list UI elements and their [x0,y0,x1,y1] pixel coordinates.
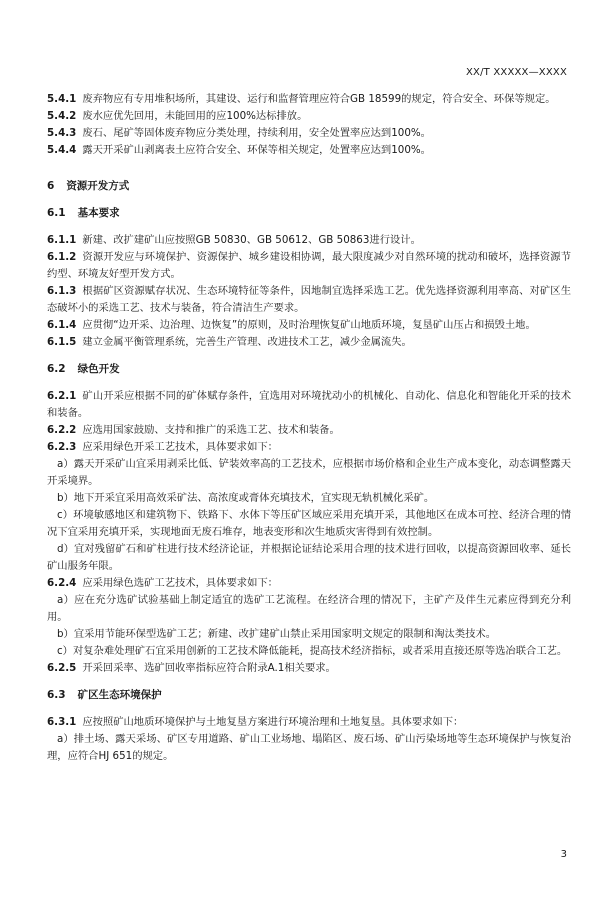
section-number: 6.1 [47,207,66,219]
clause-paragraph [47,575,571,592]
section-number: 6.3 [47,689,66,701]
clause-paragraph [47,422,571,439]
clause-number: 6.1.2 [47,251,77,263]
section-title: 资源开发方式 [66,180,130,192]
clause-paragraph [47,283,571,317]
clause-number: 6.1.3 [47,285,77,297]
clause-text: 应采用绿色开采工艺技术，具体要求如下： [82,441,278,453]
clause-text: 应按照矿山地质环境保护与土地复垦方案进行环境治理和土地复垦。具体要求如下： [82,716,464,728]
page-number: 3 [560,849,567,860]
list-item: b）地下开采宜采用高效采矿法、高浓度或膏体充填技术，宜实现无轨机械化采矿。 [57,492,435,504]
clause-paragraph [47,660,571,677]
section-title: 矿区生态环境保护 [77,689,162,701]
clause-number: 5.4.3 [47,127,77,139]
section-number: 6.2 [47,363,66,375]
document-body [47,91,571,765]
list-item: b）宜采用节能环保型选矿工艺；新建、改扩建矿山禁止采用国家明文规定的限制和淘汰类技术。 [57,628,497,640]
clause-text: 资源开发应与环境保护、资源保护、城乡建设相协调，最大限度减少对自然环境的扰动和破坏，选择资源节约型、环境友好型开发方式。 [47,251,571,280]
list-item: a）排土场、露天采场、矿区专用道路、矿山工业场地、塌陷区、废石场、矿山污染场地等生态环境保护与恢复治理，应符合HJ 651的规定。 [47,733,571,762]
document-code: XX/T XXXXX—XXXX [465,67,567,78]
clause-number: 5.4.4 [47,144,77,156]
list-item: a）应在充分选矿试验基础上制定适宜的选矿工艺流程。在经济合理的情况下，主矿产及伴生元素应得到充分利用。 [47,594,571,623]
clause-number: 6.2.5 [47,662,77,674]
clause-paragraph [47,714,571,731]
clause-number: 6.1.5 [47,336,77,348]
clause-text: 开采回采率、选矿回收率指标应符合附录A.1相关要求。 [82,662,336,674]
clause-paragraph [47,249,571,283]
clause-paragraph [47,142,571,159]
clause-text: 根据矿区资源赋存状况、生态环境特征等条件，因地制宜选择采选工艺。优先选择资源利用率高、对矿区生态破坏小的采选工艺、技术与装备，符合清洁生产要求。 [47,285,571,314]
spacer [47,222,571,232]
clause-text: 废水应优先回用，未能回用的应100%达标排放。 [82,110,308,122]
clause-number: 6.2.2 [47,424,77,436]
clause-number: 6.2.4 [47,577,77,589]
clause-text: 废石、尾矿等固体废弃物应分类处理，持续利用，安全处置率应达到100%。 [82,127,431,139]
section-heading [47,178,571,195]
spacer [47,351,571,361]
spacer [47,195,571,205]
clause-paragraph [47,108,571,125]
clause-number: 6.1.1 [47,234,77,246]
section-title: 基本要求 [77,207,120,219]
clause-text: 应贯彻“边开采、边治理、边恢复”的原则，及时治理恢复矿山地质环境，复垦矿山压占和损毁土地。 [82,319,536,331]
clause-number: 5.4.2 [47,110,77,122]
clause-text: 矿山开采应根据不同的矿体赋存条件，宜选用对环境扰动小的机械化、自动化、信息化和智能化开采的技术和装备。 [47,390,571,419]
clause-number: 6.2.3 [47,441,77,453]
list-item: c）环境敏感地区和建筑物下、铁路下、水体下等压矿区域应采用充填开采，其他地区在成本可控、经济合理的情况下宜采用充填开采，实现地面无废石堆存，地表变形和次生地质灾害得到有效控制。 [47,509,571,538]
clause-paragraph [47,334,571,351]
spacer [47,677,571,687]
spacer [47,159,571,178]
clause-text: 新建、改扩建矿山应按照GB 50830、GB 50612、GB 50863进行设计。 [82,234,421,246]
clause-text: 建立金属平衡管理系统，完善生产管理、改进技术工艺，减少金属流失。 [82,336,412,348]
section-heading [47,687,571,704]
clause-text: 应采用绿色选矿工艺技术，具体要求如下： [82,577,278,589]
clause-number: 6.3.1 [47,716,77,728]
clause-paragraph [47,439,571,456]
clause-text: 废弃物应有专用堆积场所，其建设、运行和监督管理应符合GB 18599的规定，符合安全、环保等规定。 [82,93,556,105]
clause-paragraph [47,317,571,334]
clause-paragraph [47,232,571,249]
section-heading [47,361,571,378]
clause-number: 6.1.4 [47,319,77,331]
section-heading [47,205,571,222]
clause-paragraph [47,388,571,422]
clause-text: 应选用国家鼓励、支持和推广的采选工艺、技术和装备。 [82,424,340,436]
clause-paragraph [47,91,571,108]
list-item: d）宜对残留矿石和矿柱进行技术经济论证，并根据论证结论采用合理的技术进行回收，以提高资源回收率、延长矿山服务年限。 [47,543,571,572]
section-number: 6 [47,180,55,192]
section-title: 绿色开发 [77,363,120,375]
spacer [47,378,571,388]
list-item: c）对复杂难处理矿石宜采用创新的工艺技术降低能耗，提高技术经济指标，或者采用直接还原等选冶联合工艺。 [57,645,568,657]
clause-number: 6.2.1 [47,390,77,402]
clause-paragraph [47,125,571,142]
clause-text: 露天开采矿山剥离表土应符合安全、环保等相关规定，处置率应达到100%。 [82,144,431,156]
list-item: a）露天开采矿山宜采用剥采比低、铲装效率高的工艺技术，应根据市场价格和企业生产成本变化，动态调整露天开采境界。 [47,458,571,487]
clause-number: 5.4.1 [47,93,77,105]
spacer [47,704,571,714]
